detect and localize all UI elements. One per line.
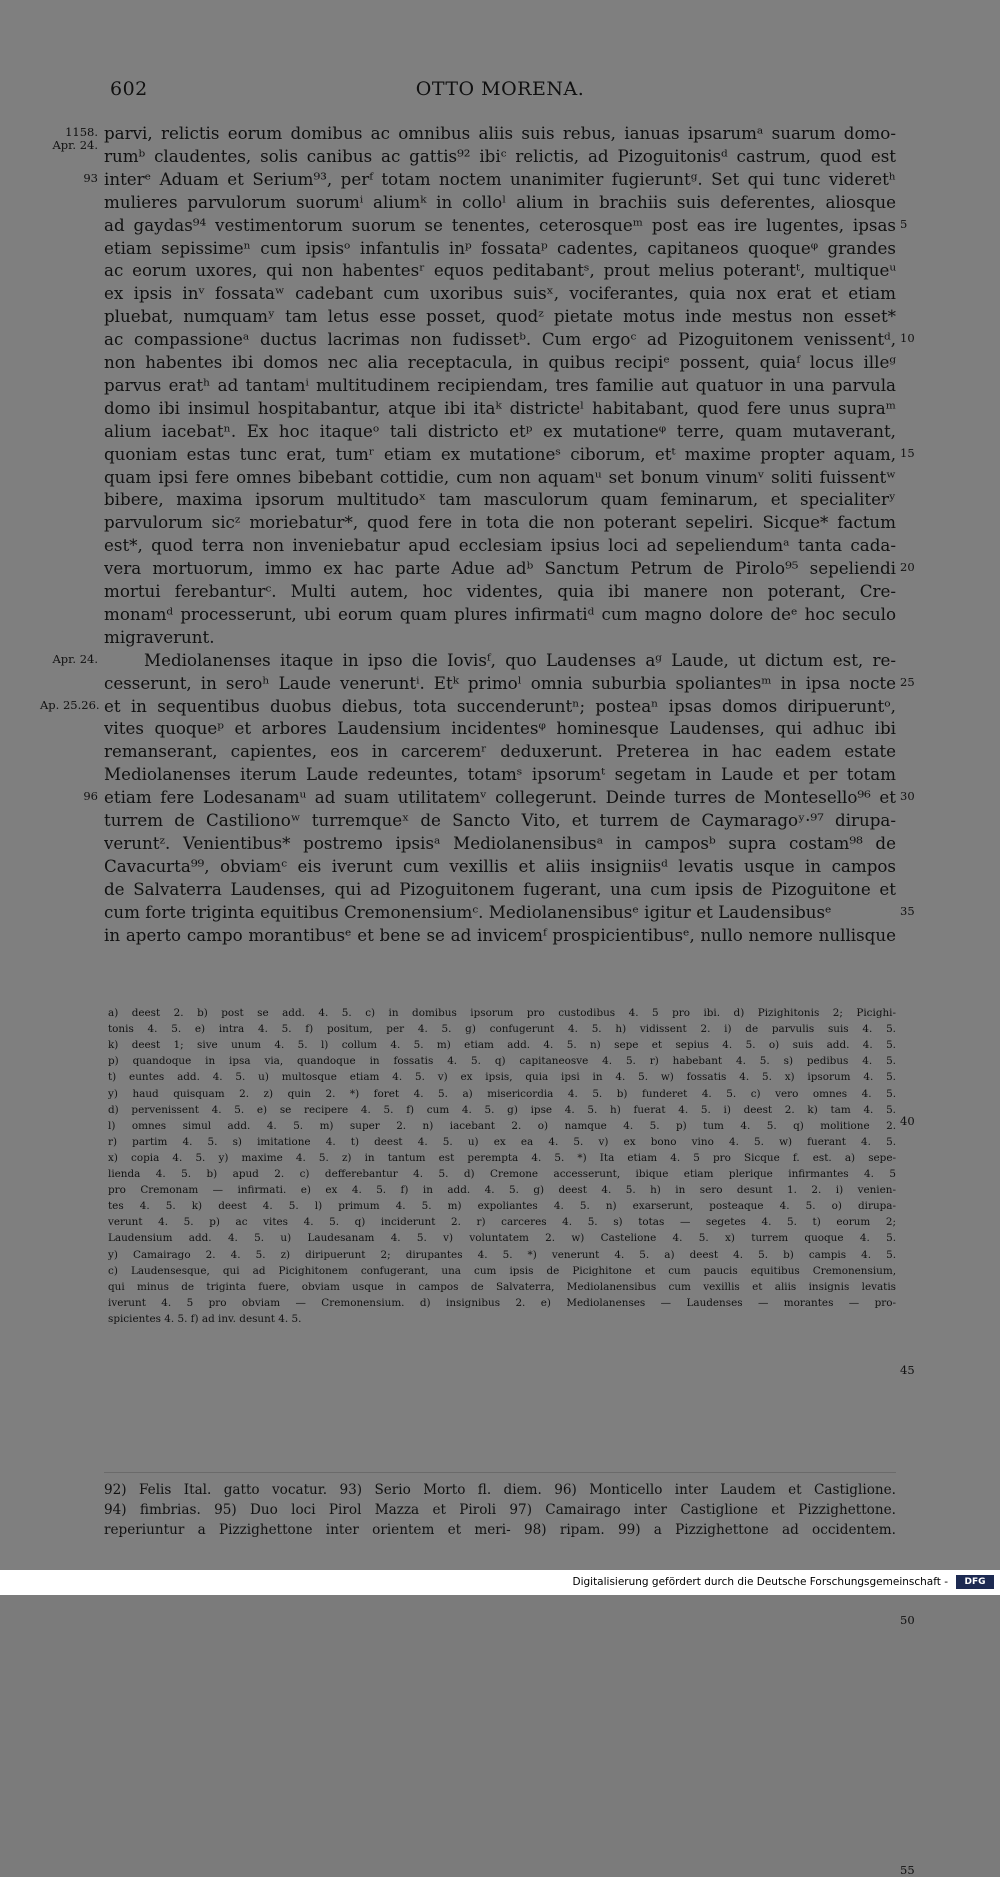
apparatus-line: a) deest 2. b) post se add. 4. 5. c) in domibus ipsorum pro custodibus 4. 5 pro ibi. d) Pizighitonis 2; Picighi-	[108, 1007, 896, 1019]
line-number: 45	[900, 1363, 915, 1378]
dfg-logo-icon: DFG	[956, 1575, 994, 1589]
apparatus-line: t) euntes add. 4. 5. u) multosque etiam 4. 5. v) ex ipsis, quia ipsi in 4. 5. w) fossatis 4. 5. x) ipsorum 4. 5.	[108, 1071, 896, 1084]
text-line: Mediolanenses iterum Laude redeuntes, totamˢ ipsorumᵗ segetam in Laude et per totam	[104, 764, 896, 785]
line-number: 15	[900, 445, 915, 460]
line-number: 25	[900, 674, 915, 689]
apparatus-line: Laudensium add. 4. 5. u) Laudesanam 4. 5. v) voluntatem 2. w) Castelione 4. 5. x) turrem quoque 4. 5.	[108, 1232, 896, 1245]
page-number: 602	[110, 78, 148, 100]
apparatus-line: l) omnes simul add. 4. 5. m) super 2. n) iacebant 2. o) namque 4. 5. p) tum 4. 5. q) molitione 2.	[108, 1119, 896, 1132]
apparatus-line: tonis 4. 5. e) intra 4. 5. f) positum, per 4. 5. g) confugerunt 4. 5. h) vidissent 2. i) de parvulis suis 4. 5.	[108, 1023, 896, 1036]
text-line: monamᵈ processerunt, ubi eorum quam plures infirmatiᵈ cum magno dolore deᵉ hoc seculo	[104, 603, 896, 624]
margin-note: 1158.	[65, 125, 98, 139]
text-line: pluebat, numquamʸ tam letus esse posset, quodᶻ pietate motus inde mestus non esset*	[104, 306, 896, 327]
line-number: 55	[900, 1862, 915, 1877]
commentary-line: 92) Felis Ital. gatto vocatur. 93) Serio Morto fl. diem. 96) Monticello inter Laudem et Castiglione.	[104, 1482, 896, 1498]
text-line: parvulorum sicᶻ moriebatur*, quod fere in tota die non poterant sepeliri. Sicque* factum	[104, 512, 896, 533]
line-number: 5	[900, 216, 908, 231]
line-number: 35	[900, 903, 915, 918]
digitization-credit: Digitalisierung gefördert durch die Deutsche Forschungsgemeinschaft -	[572, 1576, 948, 1588]
text-line: alium iacebatⁿ. Ex hoc itaqueᵒ tali districto etᵖ ex mutationeᵠ terre, quam mutaverant,	[104, 420, 896, 441]
text-line: ac compassioneᵃ ductus lacrimas non fudissetᵇ. Cum ergoᶜ ad Pizoguitonem venissentᵈ,	[104, 329, 896, 350]
text-line: est*, quod terra non inveniebatur apud ecclesiam ipsius loci ad sepeliendumᵃ tanta cada-	[104, 535, 896, 556]
commentary-line: reperiuntur a Pizzighettone inter orientem et meri- 98) ripam. 99) a Pizzighettone ad occidentem.	[104, 1522, 896, 1538]
apparatus-line: y) haud quisquam 2. z) quin 2. *) foret 4. 5. a) misericordia 4. 5. b) funderet 4. 5. c) vero omnes 4. 5.	[108, 1087, 896, 1100]
apparatus-line: pro Cremonam — infirmati. e) ex 4. 5. f) in add. 4. 5. g) deest 4. 5. h) in sero desunt 1. 2. i) venien-	[108, 1184, 896, 1197]
apparatus-line: tes 4. 5. k) deest 4. 5. l) primum 4. 5. m) expoliantes 4. 5. n) exarserunt, posteaque 4. 5. o) dirupa-	[108, 1200, 896, 1213]
line-number: 10	[900, 331, 915, 346]
text-line: interᵉ Aduam et Serium⁹³, perᶠ totam noctem unanimiter fugieruntᵍ. Set qui tunc videretʰ	[104, 168, 896, 189]
apparatus-line: k) deest 1; sive unum 4. 5. l) collum 4. 5. m) etiam add. 4. 5. n) sepe et sepius 4. 5. o) suis add. 4. 5.	[108, 1039, 896, 1052]
text-line: bibere, maxima ipsorum multitudoˣ tam masculorum quam feminarum, et specialiterʸ	[104, 489, 896, 510]
running-title: OTTO MORENA.	[415, 78, 585, 100]
text-line: cum forte triginta equitibus Cremonensiumᶜ. Mediolanensibusᵉ igitur et Laudensibusᵉ	[104, 901, 832, 922]
margin-note: Apr. 24.	[52, 137, 98, 152]
commentary-line: 94) fimbrias. 95) Duo loci Pirol Mazza et Piroli 97) Camairago inter Castiglione et Pizzighettone.	[104, 1502, 896, 1518]
text-line: veruntᶻ. Venientibus* postremo ipsisᵃ Mediolanensibusᵃ in camposᵇ supra costam⁹⁸ de	[104, 832, 896, 853]
apparatus-line: verunt 4. 5. p) ac vites 4. 5. q) inciderunt 2. r) carceres 4. 5. s) totas — segetes 4. 5. t) eorum 2;	[108, 1216, 896, 1229]
text-line: mortui ferebanturᶜ. Multi autem, hoc videntes, quia ibi manere non poterant, Cre-	[104, 581, 896, 601]
margin-note: Apr. 24.	[52, 651, 98, 666]
apparatus-line: y) Camairago 2. 4. 5. z) diripuerunt 2; dirupantes 4. 5. *) venerunt 4. 5. a) deest 4. 5. b) campis 4. 5.	[108, 1248, 896, 1261]
footnote-divider	[104, 1472, 896, 1473]
text-line: in aperto campo morantibusᵉ et bene se ad invicemᶠ prospicientibusᵉ, nullo nemore nullisque	[104, 924, 896, 945]
text-line: rumᵇ claudentes, solis canibus ac gattis⁹² ibiᶜ relictis, ad Pizoguitonisᵈ castrum, quod est	[104, 145, 896, 166]
text-line: parvus eratʰ ad tantamⁱ multitudinem recipiendam, tres familie aut quatuor in una parvula	[104, 374, 896, 395]
line-number: 50	[900, 1612, 915, 1627]
text-line: cesserunt, in seroʰ Laude veneruntⁱ. Etᵏ primoˡ omnia suburbia spoliantesᵐ in ipsa nocte	[104, 672, 896, 693]
apparatus-line: p) quandoque in ipsa via, quandoque in fossatis 4. 5. q) capitaneosve 4. 5. r) habebant 4. 5. s) pedibus 4. 5.	[108, 1055, 896, 1068]
apparatus-line: qui minus de triginta fuere, obviam usque in campos de Salvaterra, Mediolanensibus cum vexillis et aliis insignis levatis	[108, 1280, 896, 1293]
line-number: 30	[900, 789, 915, 804]
text-line: migraverunt.	[104, 626, 215, 647]
text-line: ac eorum uxores, qui non habentesʳ equos peditabantˢ, prout melius poterantᵗ, multiqueᵘ	[104, 260, 896, 281]
text-line: domo ibi insimul hospitabantur, atque ibi itaᵏ districteˡ habitabant, quod fere unus supraᵐ	[104, 397, 896, 418]
text-line: quam ipsi fere omnes bibebant cottidie, cum non aquamᵘ set bonum vinumᵛ soliti fuissentʷ	[104, 466, 896, 487]
text-line: etiam sepissimeⁿ cum ipsisᵒ infantulis inᵖ fossataᵖ cadentes, capitaneos quoqueᵠ grandes	[104, 237, 896, 258]
text-line: etiam fere Lodesanamᵘ ad suam utilitatemᵛ collegerunt. Deinde turres de Montesello⁹⁶ et	[104, 787, 896, 808]
text-line: non habentes ibi domos nec alia receptacula, in quibus recipiᵉ possent, quiaᶠ locus illeᵍ	[104, 352, 896, 372]
apparatus-line: d) pervenissent 4. 5. e) se recipere 4. 5. f) cum 4. 5. g) ipse 4. 5. h) fuerat 4. 5. i) deest 2. k) tam 4. 5.	[108, 1103, 896, 1116]
text-line: remanserant, capientes, eos in carceremʳ deduxerunt. Preterea in hac eadem estate	[104, 741, 896, 762]
text-line: ad gaydas⁹⁴ vestimentorum suorum se tenentes, ceterosqueᵐ post eas ire lugentes, ipsas	[104, 214, 896, 235]
footer-bar	[0, 1570, 1000, 1595]
text-line: Cavacurta⁹⁹, obviamᶜ eis iverunt cum vexillis et aliis insigniisᵈ levatis usque in campos	[104, 855, 896, 876]
text-line: vites quoqueᵖ et arbores Laudensium incidentesᵠ hominesque Laudenses, qui adhuc ibi	[104, 718, 896, 739]
apparatus-line: spicientes 4. 5. f) ad inv. desunt 4. 5.	[108, 1312, 302, 1325]
text-line: et in sequentibus duobus diebus, tota succenderuntⁿ; posteaⁿ ipsas domos diripueruntᵒ,	[104, 695, 896, 716]
apparatus-line: c) Laudensesque, qui ad Picighitonem confugerant, una cum ipsis de Picighitone et cum paucis equitibus Cremonensium,	[108, 1264, 896, 1277]
text-line: parvi, relictis eorum domibus ac omnibus aliis suis rebus, ianuas ipsarumᵃ suarum domo-	[104, 123, 896, 143]
text-line: ex ipsis inᵛ fossataʷ cadebant cum uxoribus suisˣ, vociferantes, quia nox erat et etiam	[104, 283, 896, 304]
margin-note: 96	[83, 789, 98, 804]
text-line: Mediolanenses itaque in ipso die Iovisᶠ, quo Laudenses aᵍ Laude, ut dictum est, re-	[144, 649, 896, 670]
apparatus-line: r) partim 4. 5. s) imitatione 4. t) deest 4. 5. u) ex ea 4. 5. v) ex bono vino 4. 5. w) fuerant 4. 5.	[108, 1135, 896, 1148]
line-number: 20	[900, 560, 915, 575]
line-number: 40	[900, 1113, 915, 1128]
text-line: de Salvaterra Laudenses, qui ad Pizoguitonem fugerant, una cum ipsis de Pizoguitone et	[104, 878, 896, 899]
margin-note: Ap. 25.26.	[40, 697, 100, 712]
apparatus-line: iverunt 4. 5 pro obviam — Cremonensium. d) insignibus 2. e) Mediolanenses — Laudenses — morantes — pro-	[108, 1296, 896, 1309]
text-line: quoniam estas tunc erat, tumʳ etiam ex mutationeˢ ciborum, etᵗ maxime propter aquam,	[104, 443, 896, 464]
apparatus-line: x) copia 4. 5. y) maxime 4. 5. z) in tantum est perempta 4. 5. *) Ita etiam 4. 5 pro Sicque f. est. a) sepe-	[108, 1151, 896, 1164]
text-line: turrem de Castilionoʷ turremqueˣ de Sancto Vito, et turrem de Caymaragoʸ·⁹⁷ dirupa-	[104, 810, 896, 830]
text-line: vera mortuorum, immo ex hac parte Adue adᵇ Sanctum Petrum de Pirolo⁹⁵ sepeliendi	[104, 558, 896, 579]
margin-note: 93	[83, 170, 98, 185]
apparatus-line: lienda 4. 5. b) apud 2. c) defferebantur 4. 5. d) Cremone accesserunt, ibique etiam plerique infirmantes 4. 5	[108, 1168, 896, 1180]
text-line: mulieres parvulorum suorumⁱ aliumᵏ in colloˡ alium in brachiis suis deferentes, aliosque	[104, 191, 896, 212]
